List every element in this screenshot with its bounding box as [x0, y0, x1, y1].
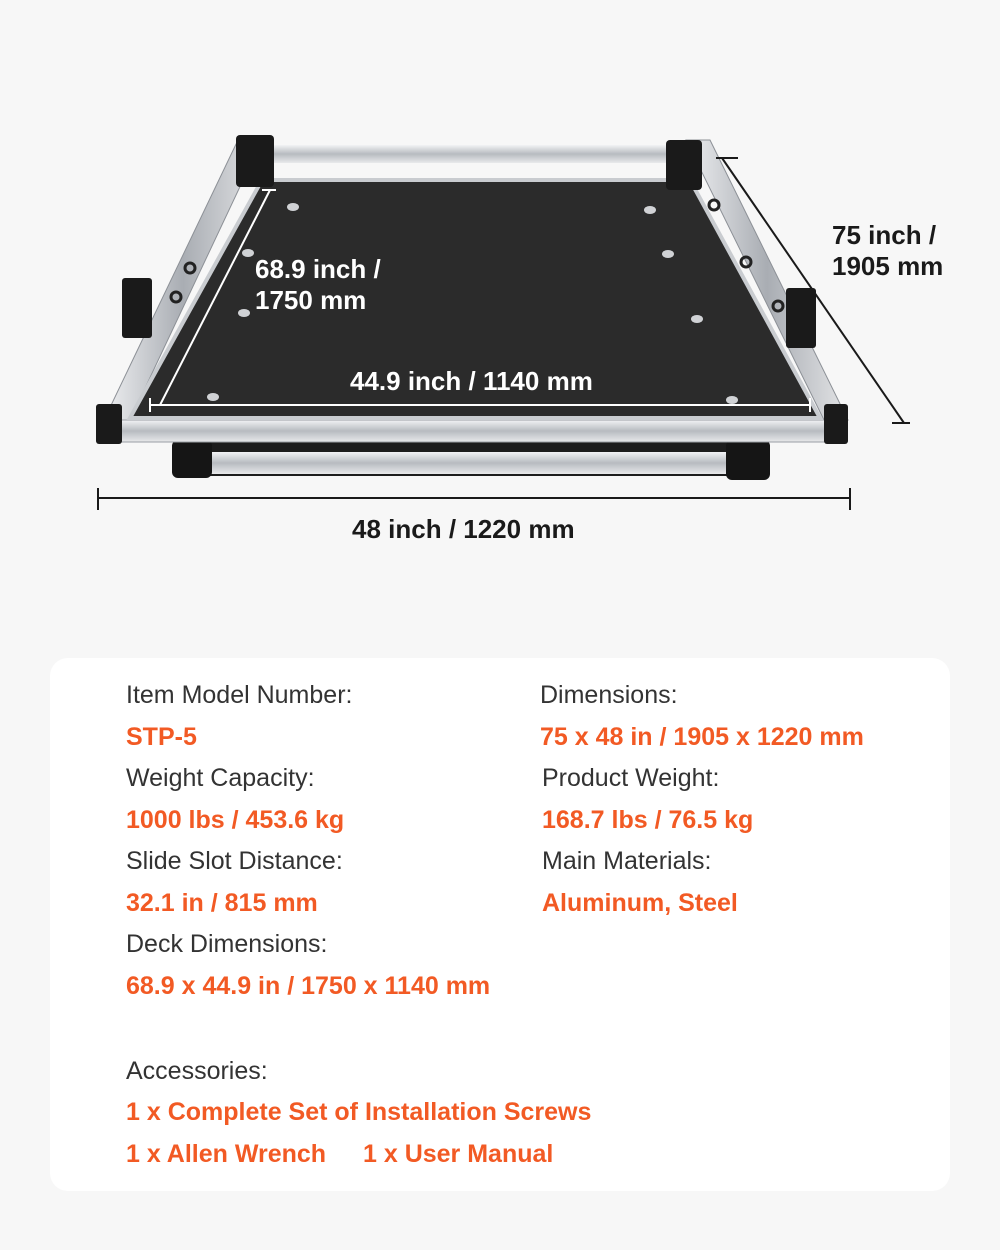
deck-length-line-1: 68.9 inch /	[255, 254, 381, 284]
spec-value: 75 x 48 in / 1905 x 1220 mm	[540, 723, 864, 751]
deck-length-label	[255, 254, 381, 316]
accessory-item: 1 x User Manual	[363, 1140, 554, 1168]
spec-product-weight	[542, 763, 753, 835]
spec-label: Slide Slot Distance:	[126, 847, 343, 875]
height-dimension-label	[832, 220, 943, 282]
spec-deck-dimensions	[126, 929, 490, 1001]
overall-width-label: 48 inch / 1220 mm	[352, 514, 575, 544]
height-dimension-line-1: 75 inch /	[832, 220, 937, 250]
spec-main-materials	[542, 846, 738, 918]
spec-value: 32.1 in / 815 mm	[126, 889, 318, 917]
bottom-slide-bar	[172, 440, 770, 480]
deck-width-label: 44.9 inch / 1140 mm	[350, 366, 593, 396]
height-dimension-line-2: 1905 mm	[832, 251, 944, 281]
spec-value: Aluminum, Steel	[542, 889, 738, 917]
spec-label: Dimensions:	[540, 681, 678, 709]
spec-dimensions	[540, 680, 864, 752]
accessory-item: 1 x Complete Set of Installation Screws	[126, 1098, 592, 1126]
spec-label: Weight Capacity:	[126, 764, 315, 792]
spec-weight-capacity	[126, 763, 344, 835]
product-dimensions-figure	[0, 0, 1000, 600]
spec-value: 1000 lbs / 453.6 kg	[126, 806, 345, 834]
spec-item-model-number	[126, 680, 352, 752]
accessories-title: Accessories:	[126, 1057, 268, 1085]
spec-slide-slot-distance	[126, 846, 343, 918]
spec-card	[50, 658, 950, 1191]
spec-label: Deck Dimensions:	[126, 930, 328, 958]
deck-length-line-2: 1750 mm	[255, 285, 367, 315]
cargo-slide-tray-image	[0, 0, 1000, 600]
spec-value: 168.7 lbs / 76.5 kg	[542, 806, 754, 834]
spec-label: Main Materials:	[542, 847, 712, 875]
spec-value: 68.9 x 44.9 in / 1750 x 1140 mm	[126, 972, 491, 1000]
accessory-item: 1 x Allen Wrench	[126, 1140, 327, 1168]
spec-label: Item Model Number:	[126, 681, 353, 709]
spec-label: Product Weight:	[542, 764, 720, 792]
spec-value: STP-5	[126, 723, 197, 751]
